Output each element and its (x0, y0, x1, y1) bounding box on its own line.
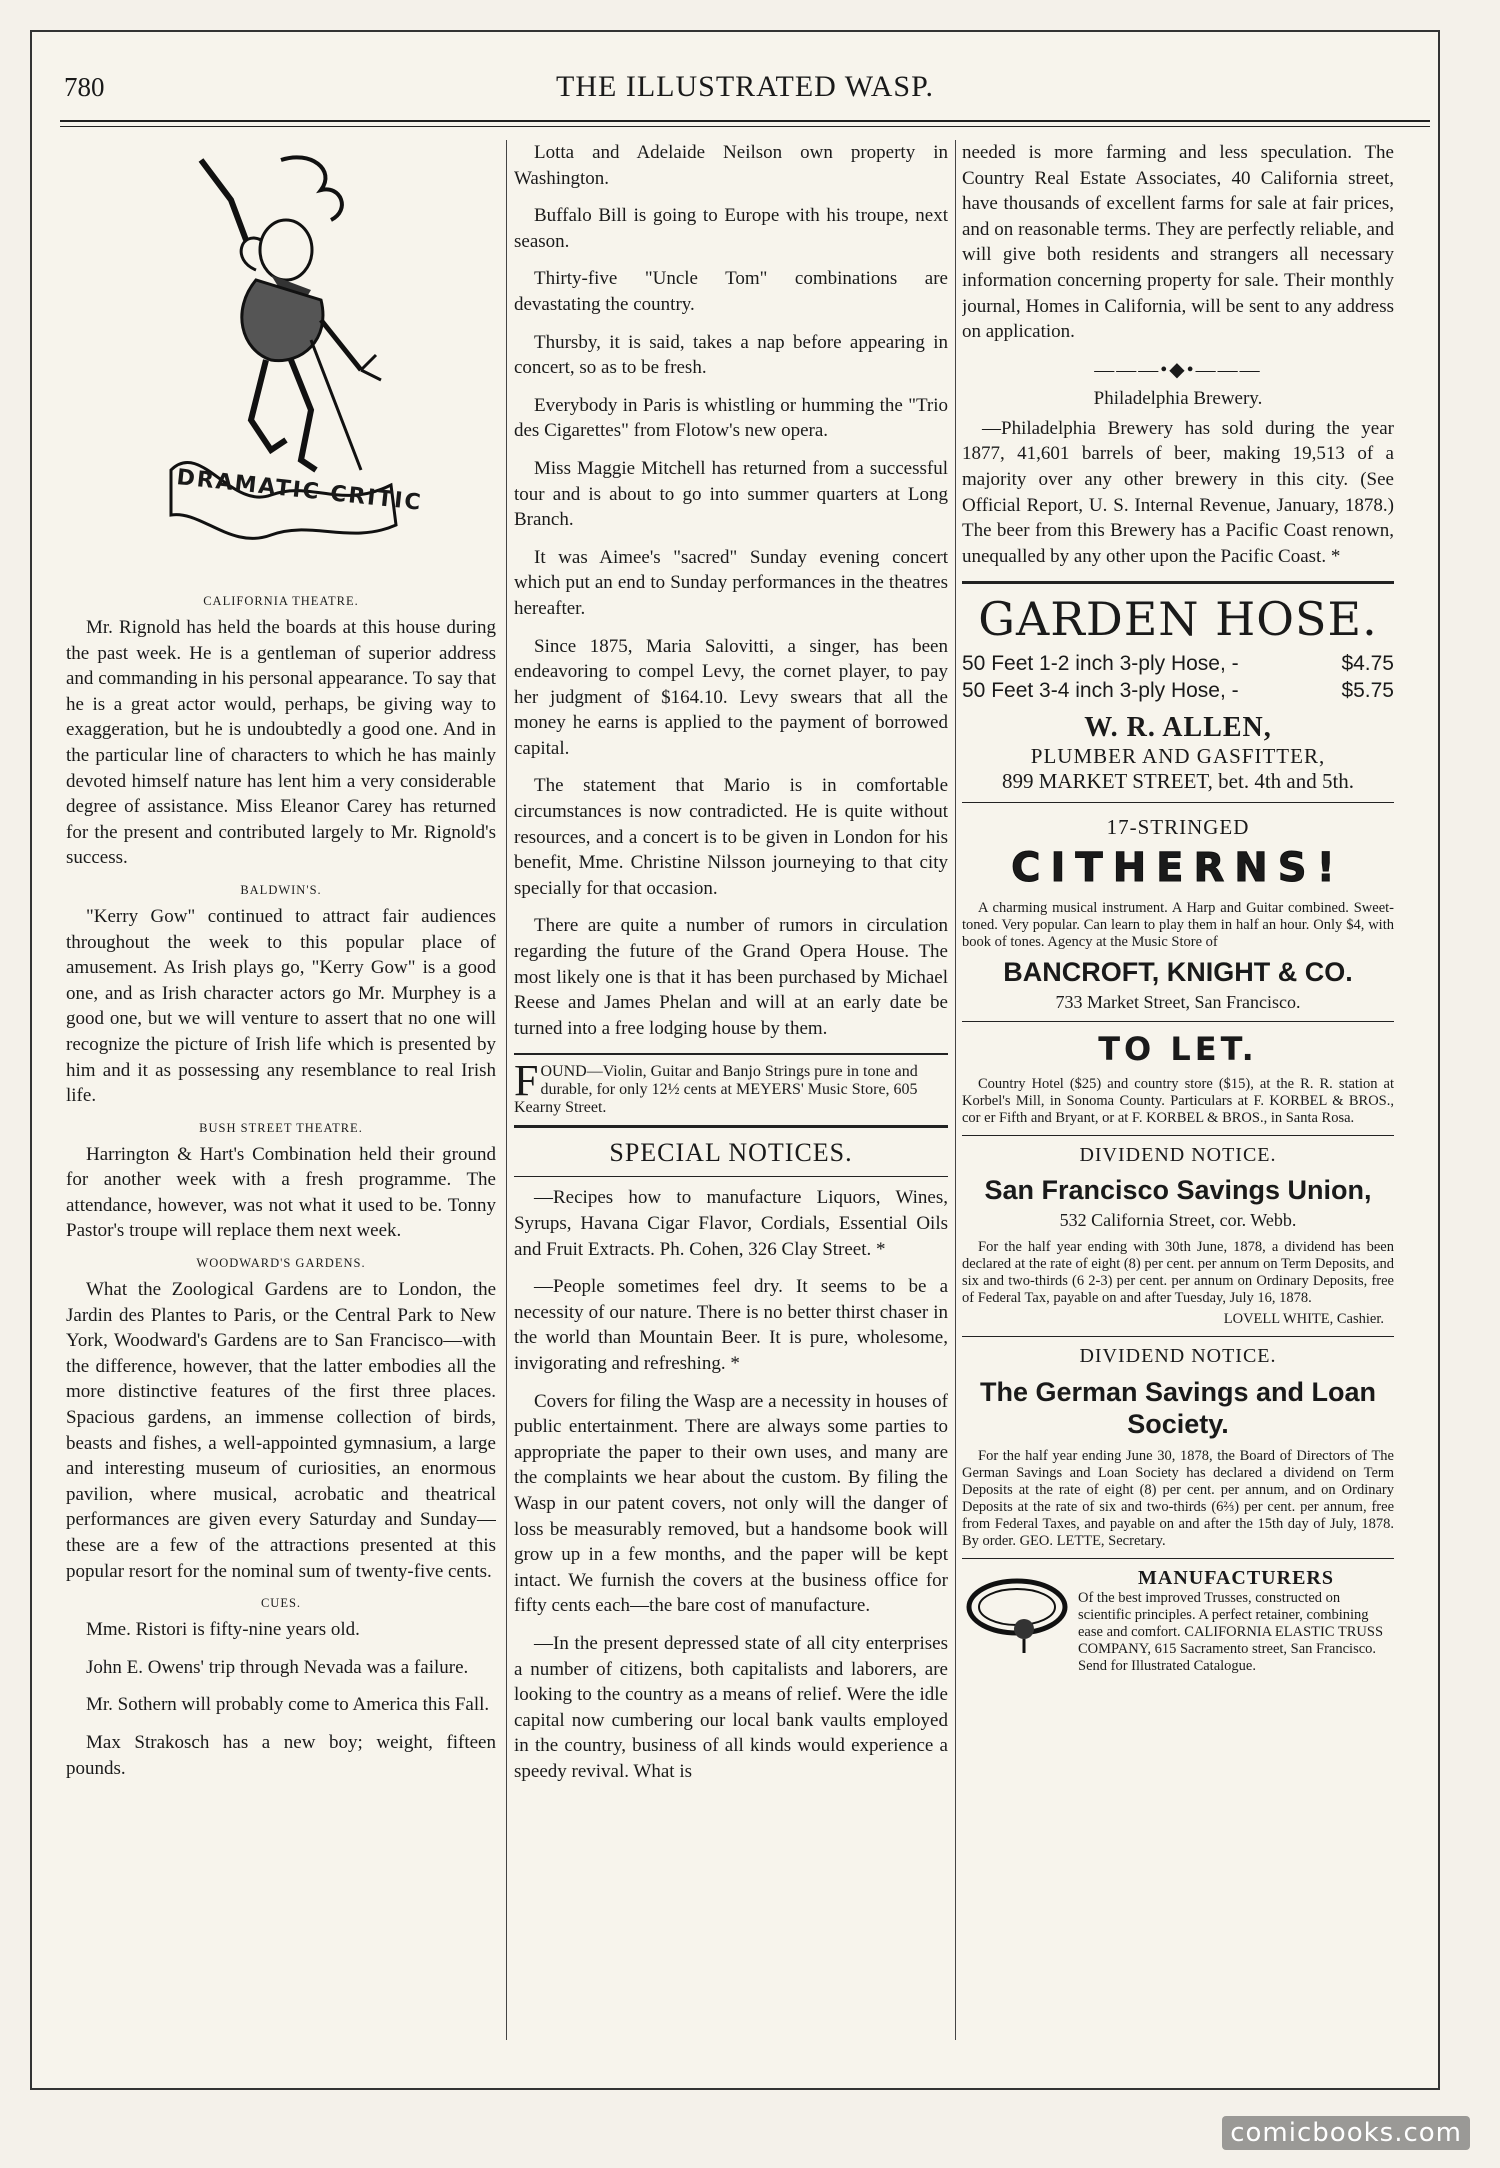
section-paragraph: "Kerry Gow" continued to attract fair audiences throughout the week to this popular place of amusement. As Irish plays go, "Kerry Gow" is a good one, and as Irish character actors go Mr. Murphey is a good one, but we will venture to assert that no one will recognize the picture of Irish life which is presented by him and it as possessing any resemblance to real Irish life. (66, 905, 496, 1107)
site-watermark: comicbooks.com (1222, 2116, 1470, 2150)
to-let-text: Country Hotel ($25) and country store ($15), at the R. R. station at Korbel's Mill, in Sonoma County. Particulars at F. KORBEL & BROS., cor er Fifth and Bryant, or at F. KORBEL & BROS., in Santa Rosa. (962, 1076, 1394, 1127)
news-paragraph: Thirty-five "Uncle Tom" combinations are devastating the country. (514, 268, 948, 315)
hose-rule (962, 581, 1394, 584)
illustration-banner-label: DRAMATIC CRITIC (175, 465, 424, 516)
ornament-divider: ———•◆•——— (1094, 358, 1262, 381)
allen-address: 899 MARKET STREET, bet. 4th and 5th. (1001, 769, 1355, 794)
header-rule-thin (60, 126, 1430, 127)
column-divider-1 (506, 140, 507, 2040)
dividend-2-rule (962, 1336, 1394, 1337)
section-heading: CALIFORNIA THEATRE. (203, 594, 359, 608)
news-paragraph: Buffalo Bill is going to Europe with his troupe, next season. (514, 205, 948, 252)
section-paragraph: Max Strakosch has a new boy; weight, fifteen pounds. (66, 1731, 496, 1779)
found-dropcap: F (514, 1056, 539, 1106)
section-heading: BALDWIN'S. (240, 882, 322, 897)
dividend-2-heading: DIVIDEND NOTICE. (1079, 1345, 1277, 1368)
to-let-heading: TO LET. (1098, 1030, 1258, 1069)
hose-item-1: 50 Feet 1-2 inch 3-ply Hose, - (962, 652, 1239, 676)
section-paragraph: What the Zoological Gardens are to London, the Jardin des Plantes to Paris, or the Central Park to New York, Woodward's Gardens are to San Francisco—with the difference, however, that the latter embodies all the more distinctive features of the first three places. Spacious gardens, an immense collection of birds, beasts and fishes, a well-appointed gymnasium, a large and interesting museum of curiosities, an enormous pavilion, where musical, acrobatic and theatrical performances are given every Saturday and Sunday—these are a few of the attractions presented at this popular resort for the nominal sum of twenty-five cents. (66, 1279, 496, 1582)
real-estate-notice: needed is more farming and less speculation. The Country Real Estate Associates, 40 California street, have thousands of excellent farms for sale at fair prices, and on reasonable terms. They are perfectly reliable, and will give both residents and strangers all necessary information concerning property for sale. Their monthly journal, Homes in California, will be sent to any address on application. (962, 142, 1394, 343)
special-notice-paragraph: —Recipes how to manufacture Liquors, Wines, Syrups, Havana Cigar Flavor, Cordials, Essential Oils and Fruit Extracts. Ph. Cohen, 326 Clay Street. * (514, 1187, 948, 1260)
section-paragraph: Harrington & Hart's Combination held their ground for another week with a fresh programme. The attendance, however, was not what it used to be. Tonny Pastor's troupe will replace them next week. (66, 1143, 496, 1242)
news-paragraph: There are quite a number of rumors in circulation regarding the future of the Grand Opera House. The most likely one is that it has been purchased by Michael Reese and James Phelan and will at an early date be turned into a free lodging house by them. (514, 915, 948, 1039)
news-paragraph: Since 1875, Maria Salovitti, a singer, has been endeavoring to compel Levy, the cornet player, to pay her judgment of $164.10. Levy swears that all the money he earns is applied to the payment of borrowed capital. (514, 635, 948, 759)
dividend-1-heading: DIVIDEND NOTICE. (1079, 1144, 1277, 1167)
special-notices-rule (514, 1176, 948, 1177)
hose-amount-2: $5.75 (1341, 679, 1394, 703)
dividend-2-text: For the half year ending June 30, 1878, the Board of Directors of The German Savings and Loan Society has declared a dividend on Term Deposits at the rate of eight (8) per cent. per annum, and on Ordinary Deposits at the rate of six and two-thirds (6⅔) per cent. per annum, free from Federal Taxes, and payable on and after the 15th day of July, 1878. By order. GEO. LETTE, Secretary. (962, 1448, 1394, 1550)
column-1 (66, 140, 496, 2088)
news-paragraph: Lotta and Adelaide Neilson own property in Washington. (514, 142, 948, 189)
citherns-rule (962, 802, 1394, 803)
hose-price-1 (962, 650, 1394, 677)
section-heading: WOODWARD'S GARDENS. (196, 1256, 366, 1271)
column-3 (962, 140, 1394, 2088)
dividend-1-text: For the half year ending with 30th June, 1878, a dividend has been declared at the rate of eight (8) per cent. per annum on Term Deposits, and six and two-thirds (6 2-3) per cent. per annum on Ordinary Deposits, free of Federal Tax, payable on and after Tuesday, July 16, 1878. (962, 1239, 1394, 1307)
news-paragraph: It was Aimee's "sacred" Sunday evening concert which put an end to Sunday performances in the theatres hereafter. (514, 546, 948, 619)
dividend-1-rule (962, 1135, 1394, 1136)
news-paragraph: Everybody in Paris is whistling or humming the "Trio des Cigarettes" from Flotow's new opera. (514, 394, 948, 442)
brewery-text: —Philadelphia Brewery has sold during the year 1877, 41,601 barrels of beer, making 19,513 of a majority over any other brewery in this city. (See Official Report, U. S. Internal Revenue, January, 1878.) The beer from this Brewery has a Pacific Coast renown, unequalled by any other upon the Pacific Coast. * (962, 417, 1394, 567)
news-paragraph: The statement that Mario is in comfortable circumstances is now contradicted. He is quite without resources, and a concert is to be given in London for his benefit, Mme. Christine Nilsson journeying to that city specially for that occasion. (514, 775, 948, 899)
brewery-heading: Philadelphia Brewery. (1093, 387, 1263, 409)
allen-name: W. R. ALLEN, (1084, 712, 1272, 744)
special-notices-heading: SPECIAL NOTICES. (609, 1138, 853, 1168)
column-divider-2 (955, 140, 956, 2040)
column-2 (514, 140, 948, 2088)
special-notice-paragraph: —People sometimes feel dry. It seems to be a necessity of our nature. There is no better thirst chaser in the world than Mountain Beer. It is pure, wholesome, invigorating and refreshing. * (514, 1276, 948, 1374)
tolet-rule (962, 1021, 1394, 1022)
found-advert (514, 1056, 948, 1117)
bancroft-address: 733 Market Street, San Francisco. (1055, 992, 1301, 1013)
page-number: 780 (64, 72, 105, 102)
allen-trade: PLUMBER AND GASFITTER, (1030, 744, 1326, 769)
dramatic-critic-illustration (161, 140, 401, 580)
column-1-sections (66, 594, 496, 1781)
truss-rule (962, 1558, 1394, 1559)
special-notice-paragraph: —In the present depressed state of all city enterprises a number of citizens, both capitalists and laborers, are looking to the country as a means of relief. Were the idle capital now cumbering our local bank vaults employed in the country, business of all kinds would experience a speedy revival. What is (514, 1632, 948, 1782)
column-2-rule (514, 1053, 948, 1055)
truss-illustration (962, 1567, 1072, 1657)
found-text: OUND—Violin, Guitar and Banjo Strings pure in tone and durable, for only 12½ cents at MEYERS' Music Store, 605 Kearny Street. (514, 1063, 918, 1117)
dividend-1-address: 532 California Street, cor. Webb. (1059, 1210, 1297, 1231)
hose-item-2: 50 Feet 3-4 inch 3-ply Hose, - (962, 679, 1239, 703)
special-notice-paragraph: Covers for filing the Wasp are a necessity in houses of public entertainment. There are always some parties to appropriate the paper to their own uses, and many are the complaints we hear about the custom. By filing the Wasp in our patent covers, not only will the danger of loss be measurably removed, but a handsome book will grow up in a few months, and the paper will be kept intact. We furnish the covers at the business office for fifty cents each—the bare cost of manufacture. (514, 1390, 948, 1617)
section-paragraph: Mme. Ristori is fifty-nine years old. (86, 1619, 360, 1641)
section-paragraph: John E. Owens' trip through Nevada was a failure. (86, 1656, 469, 1678)
section-heading: BUSH STREET THEATRE. (199, 1120, 363, 1135)
hose-amount-1: $4.75 (1341, 652, 1394, 676)
news-paragraph: Thursby, it is said, takes a nap before appearing in concert, so as to be fresh. (514, 331, 948, 379)
publication-title: THE ILLUSTRATED WASP. (556, 70, 934, 103)
dividend-1-bank: San Francisco Savings Union, (984, 1175, 1372, 1206)
special-notices (514, 1185, 948, 1784)
page-header (60, 68, 1430, 118)
section-heading: CUES. (260, 1596, 302, 1611)
section-paragraph: Mr. Sothern will probably come to America this Fall. (86, 1694, 490, 1716)
column-2-news (514, 140, 948, 1041)
truss-heading: MANUFACTURERS (1138, 1567, 1334, 1590)
news-paragraph: Miss Maggie Mitchell has returned from a successful tour and is about to go into summer quarters at Long Branch. (514, 457, 948, 531)
citherns-sub: 17-STRINGED (1106, 815, 1250, 840)
bancroft-name: BANCROFT, KNIGHT & CO. (1003, 957, 1353, 988)
dividend-1-signature: LOVELL WHITE, Cashier. (1223, 1311, 1384, 1328)
special-rule (514, 1125, 948, 1128)
citherns-text: A charming musical instrument. A Harp and Guitar combined. Sweet-toned. Very popular. Can learn to play them in half an hour. Only $4, with book of tones. Agency at the Music Store of (962, 900, 1394, 951)
dividend-2-bank: The German Savings and Loan Society. (979, 1377, 1377, 1440)
truss-text: Of the best improved Trusses, constructed on scientific principles. A perfect retainer, combining ease and comfort. CALIFORNIA ELASTIC TRUSS COMPANY, 615 Sacramento street, San Francisco. Send for Illustrated Catalogue. (1078, 1590, 1384, 1675)
hose-price-2 (962, 677, 1394, 704)
header-rule (60, 120, 1430, 122)
citherns-heading: CITHERNS! (1011, 845, 1345, 892)
truss-advert (962, 1567, 1394, 1675)
garden-hose-heading: GARDEN HOSE. (978, 592, 1378, 647)
section-paragraph: Mr. Rignold has held the boards at this house during the past week. He is a gentleman of superior address and commanding in his personal appearance. To say that he is a great actor would, perhaps, be giving way to exaggeration, but he is undoubtedly a good one. And in the particular line of characters to which he has mainly devoted himself nature has lent him a very considerable degree of assistance. Miss Eleanor Carey has returned for the present and contributed largely to Mr. Rignold's success. (66, 617, 496, 869)
